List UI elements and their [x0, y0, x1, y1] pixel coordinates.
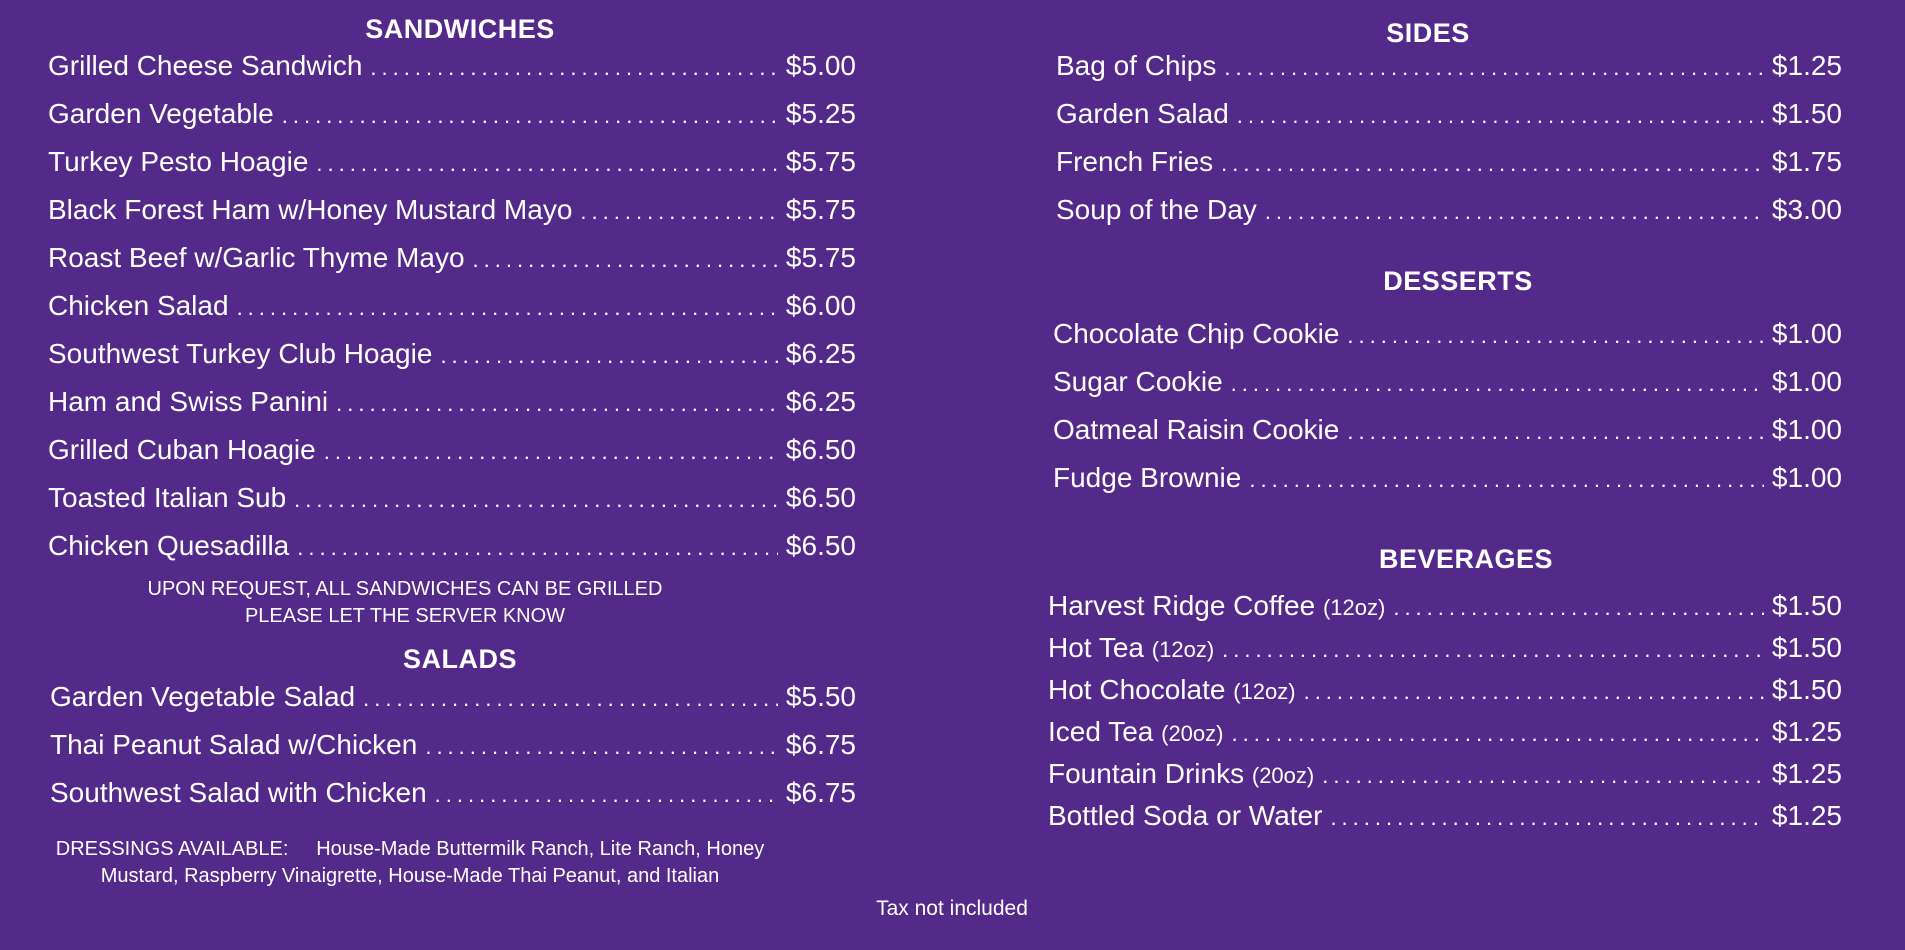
item-price: $1.75: [1771, 146, 1842, 177]
beverage-name: Hot Tea: [1048, 632, 1144, 663]
leader-dots: [336, 391, 778, 417]
item-name: Ham and Swiss Panini: [48, 386, 329, 417]
menu-item: [1048, 632, 1842, 672]
item-name: Fudge Brownie: [1053, 462, 1242, 493]
item-name: Turkey Pesto Hoagie: [48, 146, 309, 177]
item-name: Southwest Turkey Club Hoagie: [48, 338, 433, 369]
leader-dots: [1224, 55, 1764, 81]
item-name: Chicken Salad: [48, 290, 229, 321]
menu-item: [50, 777, 856, 817]
item-price: $5.75: [785, 194, 856, 225]
leader-dots: [294, 487, 778, 513]
beverage-size: (12oz): [1233, 679, 1296, 704]
item-name: [1048, 800, 1322, 832]
leader-dots: [580, 199, 778, 225]
beverage-size: (12oz): [1322, 595, 1386, 620]
dressings-line2: Mustard, Raspberry Vinaigrette, House-Made Thai Peanut, and Italian: [100, 865, 720, 887]
beverages-title: BEVERAGES: [1378, 544, 1554, 574]
menu-item: [1056, 194, 1842, 234]
item-price: $1.50: [1771, 590, 1842, 621]
leader-dots: [297, 535, 778, 561]
item-price: $1.50: [1771, 98, 1842, 129]
beverage-name: Bottled Soda or Water: [1048, 800, 1323, 831]
menu-item: [1048, 758, 1842, 798]
beverage-name: Hot Chocolate: [1048, 674, 1226, 705]
salads-title: SALADS: [402, 644, 517, 674]
beverage-name: Iced Tea: [1048, 716, 1154, 747]
menu-item: [50, 681, 856, 721]
leader-dots: [435, 782, 778, 808]
item-price: $1.00: [1771, 318, 1842, 349]
sides-title: SIDES: [1386, 18, 1470, 48]
item-name: Thai Peanut Salad w/Chicken: [50, 729, 418, 760]
item-name: Grilled Cuban Hoagie: [48, 434, 316, 465]
leader-dots: [1237, 103, 1764, 129]
item-price: $5.00: [785, 50, 856, 81]
grill-note-line2: PLEASE LET THE SERVER KNOW: [244, 605, 566, 627]
menu-item: [1048, 716, 1842, 756]
menu-item: [1048, 674, 1842, 714]
item-name: [1048, 716, 1223, 748]
menu-item: [1053, 318, 1842, 358]
item-name: Soup of the Day: [1056, 194, 1257, 225]
item-name: French Fries: [1056, 146, 1214, 177]
menu-item: [48, 482, 856, 522]
leader-dots: [237, 295, 778, 321]
item-price: $1.25: [1771, 758, 1842, 789]
menu-item: [48, 434, 856, 474]
leader-dots: [1222, 637, 1764, 663]
item-price: $1.00: [1771, 366, 1842, 397]
item-price: $6.50: [785, 434, 856, 465]
leader-dots: [1265, 199, 1764, 225]
leader-dots: [1231, 371, 1764, 397]
menu-item: [48, 146, 856, 186]
item-name: Black Forest Ham w/Honey Mustard Mayo: [48, 194, 573, 225]
menu-item: [1053, 414, 1842, 454]
item-name: Southwest Salad with Chicken: [50, 777, 427, 808]
item-price: $3.00: [1771, 194, 1842, 225]
item-name: Chocolate Chip Cookie: [1053, 318, 1340, 349]
menu-item: [48, 290, 856, 330]
item-name: [1048, 674, 1296, 706]
leader-dots: [1393, 595, 1764, 621]
dressings-note: [40, 836, 780, 890]
item-price: $1.25: [1771, 50, 1842, 81]
leader-dots: [1304, 679, 1764, 705]
menu-item: [48, 386, 856, 426]
item-name: [1048, 590, 1385, 622]
item-price: $5.50: [785, 681, 856, 712]
menu-item: [48, 530, 856, 570]
item-price: $6.00: [785, 290, 856, 321]
leader-dots: [440, 343, 777, 369]
sandwiches-title: SANDWICHES: [365, 14, 555, 44]
menu-item: [1053, 366, 1842, 406]
dressings-line1: DRESSINGS AVAILABLE: House-Made Buttermilk Ranch, Lite Ranch, Honey: [55, 838, 765, 860]
item-name: Oatmeal Raisin Cookie: [1053, 414, 1340, 445]
item-name: Garden Vegetable: [48, 98, 274, 129]
item-price: $6.75: [785, 777, 856, 808]
item-price: $1.50: [1771, 674, 1842, 705]
leader-dots: [1347, 323, 1764, 349]
menu-item: [48, 98, 856, 138]
menu-item: [1056, 98, 1842, 138]
tax-note: Tax not included: [876, 897, 1028, 920]
item-name: [1048, 758, 1314, 790]
leader-dots: [1231, 721, 1763, 747]
item-price: $1.00: [1771, 414, 1842, 445]
item-name: Roast Beef w/Garlic Thyme Mayo: [48, 242, 465, 273]
item-name: Chicken Quesadilla: [48, 530, 290, 561]
leader-dots: [282, 103, 778, 129]
menu-item: [1056, 50, 1842, 90]
item-price: $6.75: [785, 729, 856, 760]
item-price: $6.50: [785, 530, 856, 561]
leader-dots: [473, 247, 778, 273]
item-price: $6.25: [785, 338, 856, 369]
grill-note: [100, 576, 710, 630]
item-price: $5.75: [785, 242, 856, 273]
menu-item: [48, 194, 856, 234]
item-name: [1048, 632, 1214, 664]
leader-dots: [370, 55, 778, 81]
menu-item: [1056, 146, 1842, 186]
leader-dots: [1249, 467, 1764, 493]
leader-dots: [363, 686, 778, 712]
leader-dots: [324, 439, 778, 465]
item-price: $6.25: [785, 386, 856, 417]
menu-item: [48, 242, 856, 282]
item-price: $1.00: [1771, 462, 1842, 493]
item-name: Sugar Cookie: [1053, 366, 1223, 397]
leader-dots: [1347, 419, 1764, 445]
menu-item: [1053, 462, 1842, 502]
beverage-size: (20oz): [1161, 721, 1224, 746]
leader-dots: [1221, 151, 1764, 177]
beverage-name: Fountain Drinks: [1048, 758, 1245, 789]
item-name: Toasted Italian Sub: [48, 482, 287, 513]
leader-dots: [1330, 805, 1763, 831]
item-name: Bag of Chips: [1056, 50, 1217, 81]
item-price: $5.25: [785, 98, 856, 129]
menu-item: [1048, 590, 1842, 630]
item-name: Grilled Cheese Sandwich: [48, 50, 363, 81]
leader-dots: [425, 734, 778, 760]
beverage-name: Harvest Ridge Coffee: [1048, 590, 1316, 621]
leader-dots: [1322, 763, 1764, 789]
menu-item: [1048, 800, 1842, 840]
desserts-title: DESSERTS: [1383, 266, 1533, 296]
item-name: Garden Vegetable Salad: [50, 681, 356, 712]
item-price: $1.25: [1771, 716, 1842, 747]
item-price: $1.50: [1771, 632, 1842, 663]
item-price: $1.25: [1771, 800, 1842, 831]
item-price: $6.50: [785, 482, 856, 513]
beverage-size: (12oz): [1151, 637, 1215, 662]
leader-dots: [316, 151, 778, 177]
menu-item: [48, 50, 856, 90]
menu-item: [50, 729, 856, 769]
item-price: $5.75: [785, 146, 856, 177]
grill-note-line1: UPON REQUEST, ALL SANDWICHES CAN BE GRILLED: [147, 578, 663, 600]
item-name: Garden Salad: [1056, 98, 1229, 129]
beverage-size: (20oz): [1251, 763, 1315, 788]
menu-item: [48, 338, 856, 378]
